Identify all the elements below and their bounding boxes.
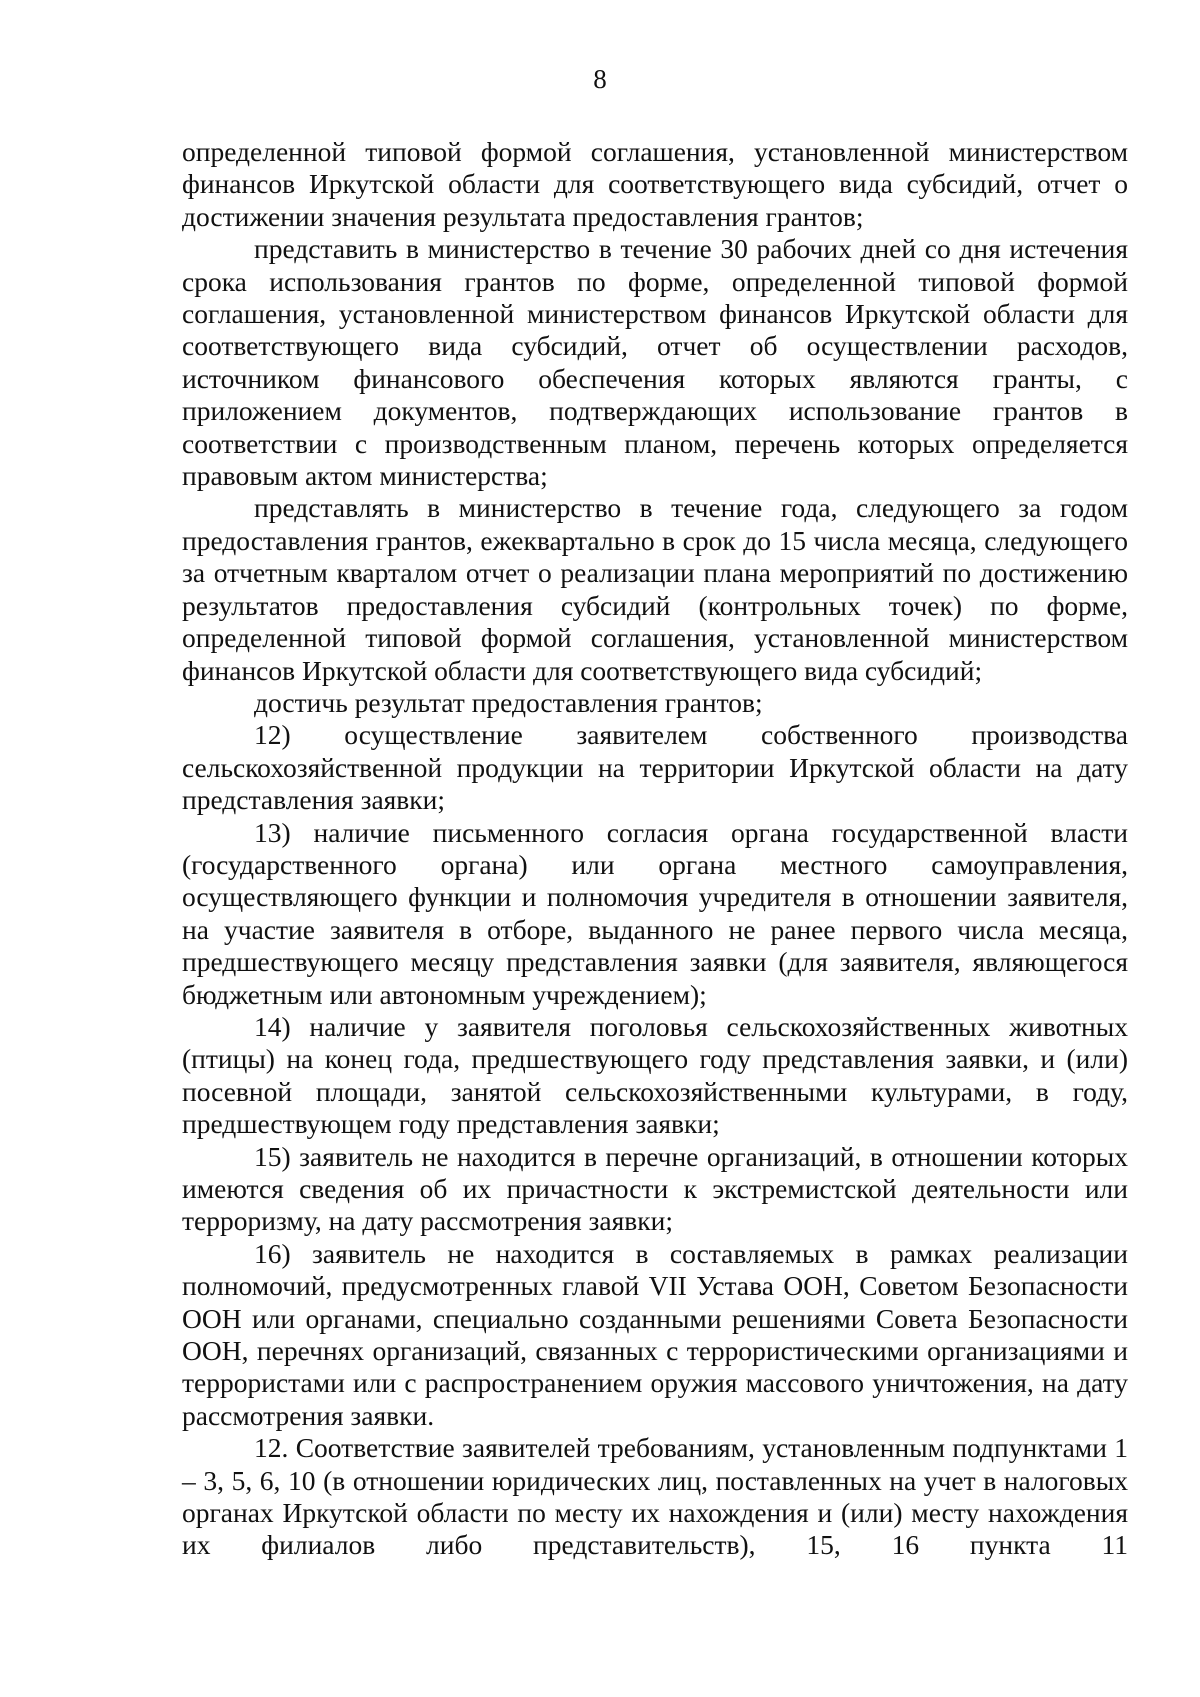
paragraph-item-13: 13) наличие письменного согласия органа государственной власти (государственного органа) или органа местного самоуправления, осуществляющего функции и полномочия учредителя в отношении заявителя, на участие заявителя в отборе, выданного не ранее первого числа месяца, предшествующего месяцу представления заявки (для заявителя, являющегося бюджетным или автономным учреждением);: [182, 816, 1128, 1010]
paragraph-report-expenses: представить в министерство в течение 30 рабочих дней со дня истечения срока использования грантов по форме, определенной типовой формой соглашения, установленной министерством финансов Иркутской области для соответствующего вида субсидий, отчет об осуществлении расходов, источником финансового обеспечения которых являются гранты, с приложением документов, подтверждающих использование грантов в соответствии с производственным планом, перечень которых определяется правовым актом министерства;: [182, 233, 1128, 492]
paragraph-section-12: 12. Соответствие заявителей требованиям, установленным подпунктами 1 – 3, 5, 6, 10 (в отношении юридических лиц, поставленных на учет в налоговых органах Иркутской области по месту их нахождения и (или) месту нахождения их филиалов либо представительств), 15, 16 пункта 11: [182, 1432, 1128, 1561]
paragraph-achieve-result: достичь результат предоставления грантов;: [254, 686, 763, 718]
paragraph-continuation: определенной типовой формой соглашения, установленной министерством финансов Иркутской области для соответствующего вида субсидий, отчет о достижении значения результата предоставления грантов;: [182, 136, 1128, 232]
paragraph-item-15: 15) заявитель не находится в перечне организаций, в отношении которых имеются сведения об их причастности к экстремистской деятельности или терроризму, на дату рассмотрения заявки;: [182, 1140, 1128, 1237]
page-number: 8: [593, 64, 607, 94]
paragraph-item-12: 12) осуществление заявителем собственного производства сельскохозяйственной продукции на территории Иркутской области на дату представления заявки;: [182, 719, 1128, 816]
paragraph-item-16: 16) заявитель не находится в составляемых в рамках реализации полномочий, предусмотренных главой VII Устава ООН, Советом Безопасности ООН или органами, специально созданными решениями Совета Безопасности ООН, перечнях организаций, связанных с террористическими организациями и террористами или с распространением оружия массового уничтожения, на дату рассмотрения заявки.: [182, 1237, 1128, 1431]
paragraph-quarterly-report: представлять в министерство в течение года, следующего за годом предоставления грантов, ежеквартально в срок до 15 числа месяца, следующего за отчетным кварталом отчет о реализации плана мероприятий по достижению результатов предоставления субсидий (контрольных точек) по форме, определенной типовой формой соглашения, установленной министерством финансов Иркутской области для соответствующего вида субсидий;: [182, 492, 1128, 686]
paragraph-item-14: 14) наличие у заявителя поголовья сельскохозяйственных животных (птицы) на конец года, предшествующего году представления заявки, и (или) посевной площади, занятой сельскохозяйственными культурами, в году, предшествующем году представления заявки;: [182, 1010, 1128, 1140]
document-body: [182, 136, 1128, 1562]
